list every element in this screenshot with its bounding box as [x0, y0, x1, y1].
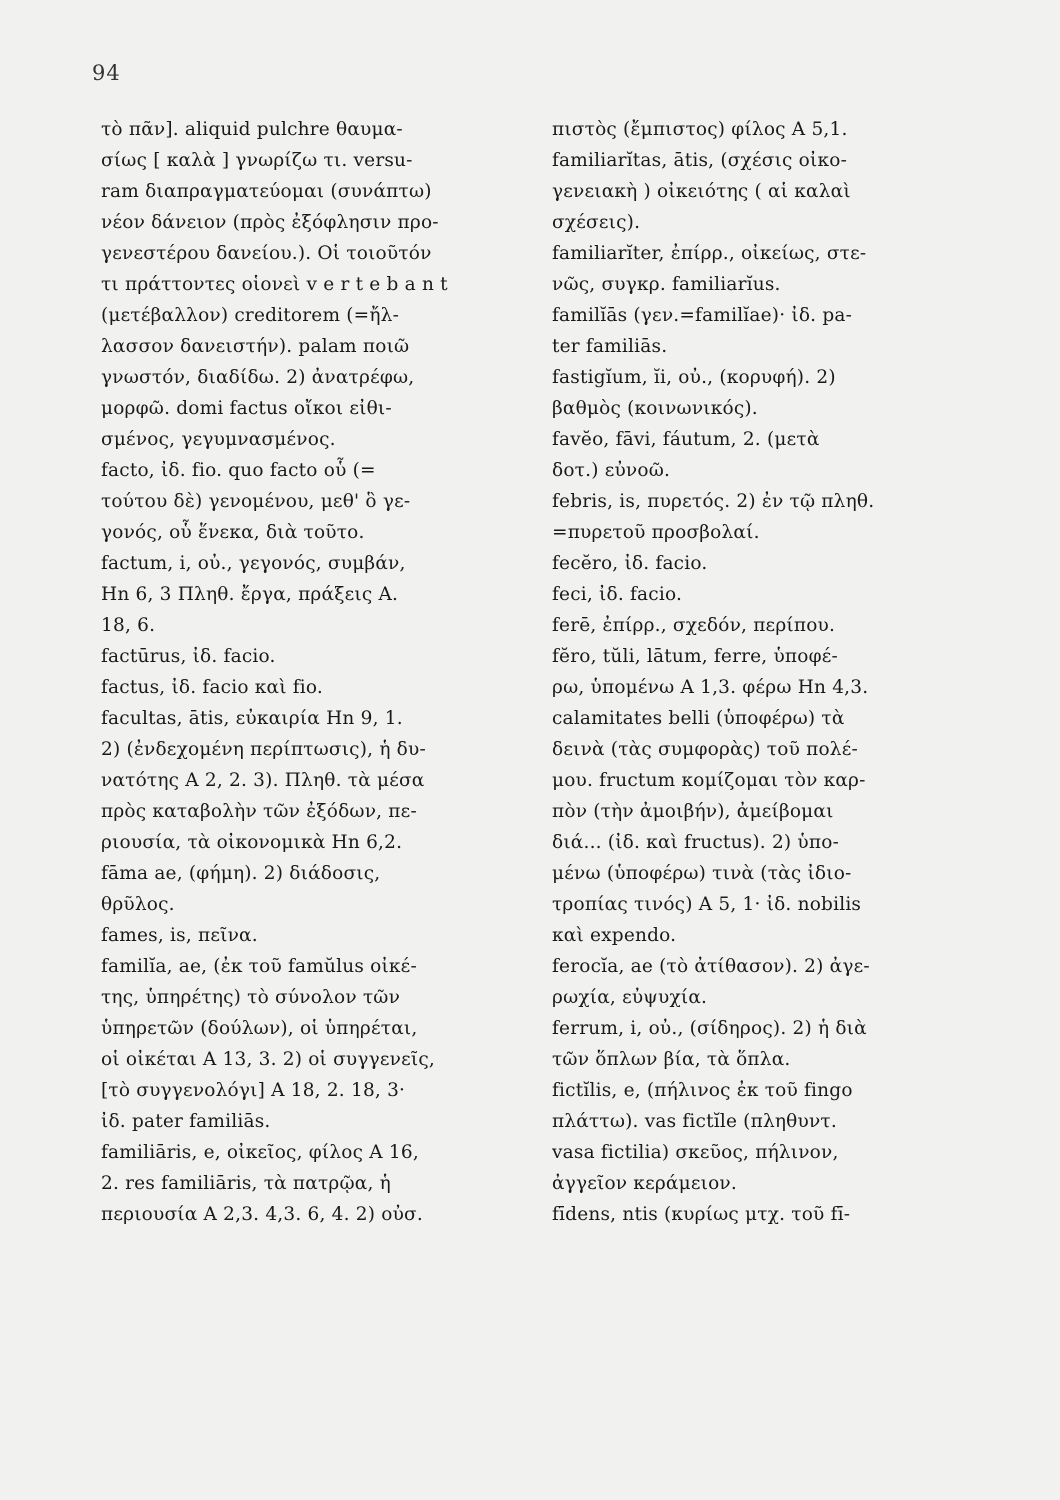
entry-line: τι πράττοντες οἱονεὶ v e r t e b a n t: [101, 274, 448, 295]
entry-line: ferocĭa, ae (τὸ ἀτίθασον). 2) ἀγε-: [552, 956, 870, 977]
entry-line: familiāris, e, οἰκεῖος, φίλος Α 16,: [101, 1142, 419, 1163]
entry-line: factus, ἰδ. facio καὶ fio.: [101, 677, 324, 698]
entry-line: μένω (ὑποφέρω) τινὰ (τὰς ἰδιο-: [552, 863, 852, 884]
entry-line: facultas, ātis, εὐκαιρία Ηn 9, 1.: [101, 708, 403, 729]
entry-line: τῶν ὅπλων βία, τὰ ὅπλα.: [552, 1049, 791, 1070]
entry-line: (μετέβαλλον) creditorem (=ἤλ-: [101, 305, 400, 326]
entry-line: fictĭlis, e, (πήλινος ἐκ τοῦ fingo: [552, 1080, 853, 1101]
right-column: [552, 114, 972, 1230]
entry-line: calamitates belli (ὑποφέρω) τὰ: [552, 708, 845, 729]
entry-line: ρωχία, εὐψυχία.: [552, 987, 708, 1008]
entry-line: fecĕro, ἰδ. facio.: [552, 553, 708, 574]
entry-line: 2) (ἐνδεχομένη περίπτωσις), ἡ δυ-: [101, 739, 426, 760]
entry-line: περιουσία Α 2,3. 4,3. 6, 4. 2) οὐσ.: [101, 1204, 423, 1225]
entry-line: θρῦλος.: [101, 894, 175, 915]
entry-line: familĭa, ae, (ἐκ τοῦ famŭlus οἰκέ-: [101, 956, 417, 977]
entry-line: familĭās (γεν.=familĭae)· ἰδ. pa-: [552, 305, 853, 326]
entry-line: Ηn 6, 3 Πληθ. ἔργα, πράξεις Α.: [101, 584, 399, 605]
entry-line: πιστὸς (ἔμπιστος) φίλος Α 5,1.: [552, 119, 848, 140]
entry-line: νέον δάνειον (πρὸς ἐξόφλησιν προ-: [101, 212, 439, 233]
entry-line: σίως [ καλὰ ] γνωρίζω τι. versu-: [101, 150, 413, 171]
entry-line: [τὸ συγγενολόγι] Α 18, 2. 18, 3·: [101, 1080, 406, 1101]
entry-line: ὑπηρετῶν (δούλων), οἱ ὑπηρέται,: [101, 1018, 418, 1039]
entry-line: fīdens, ntis (κυρίως μτχ. τοῦ fī-: [552, 1204, 851, 1225]
entry-line: καὶ expendo.: [552, 925, 677, 946]
entry-line: νατότης Α 2, 2. 3). Πληθ. τὰ μέσα: [101, 770, 425, 791]
entry-line: feci, ἰδ. facio.: [552, 584, 683, 605]
entry-line: σμένος, γεγυμνασμένος.: [101, 429, 336, 450]
entry-line: διά... (ἰδ. καὶ fructus). 2) ὑπο-: [552, 832, 840, 853]
entry-line: οἱ οἰκέται Α 13, 3. 2) οἱ συγγενεῖς,: [101, 1049, 435, 1070]
entry-line: fastigĭum, ĭi, οὐ., (κορυφή). 2): [552, 367, 836, 388]
entry-line: πλάττω). vas fictĭle (πληθυντ.: [552, 1111, 837, 1132]
entry-line: τροπίας τινός) Α 5, 1· ἰδ. nobilis: [552, 894, 862, 915]
entry-line: favĕo, fāvi, fáutum, 2. (μετὰ: [552, 429, 820, 450]
entry-line: facto, ἰδ. fio. quo facto οὗ (=: [101, 460, 376, 481]
entry-line: familiarĭtas, ātis, (σχέσις οἰκο-: [552, 150, 848, 171]
entry-line: ferē, ἐπίρρ., σχεδόν, περίπου.: [552, 615, 836, 636]
entry-line: βαθμὸς (κοινωνικός).: [552, 398, 758, 419]
page-number: 94: [92, 61, 121, 85]
entry-line: ρω, ὑπομένω Α 1,3. φέρω Ηn 4,3.: [552, 677, 869, 698]
entry-line: τὸ πᾶν]. aliquid pulchre θαυμα-: [101, 119, 403, 140]
entry-line: ἰδ. pater familiās.: [101, 1111, 271, 1132]
entry-line: ram διαπραγματεύομαι (συνάπτω): [101, 181, 432, 202]
entry-line: fĕro, tŭli, lātum, ferre, ὑποφέ-: [552, 646, 839, 667]
entry-line: γνωστόν, διαδίδω. 2) ἀνατρέφω,: [101, 367, 415, 388]
entry-line: σχέσεις).: [552, 212, 641, 233]
entry-line: πὸν (τὴν ἀμοιβήν), ἀμείβομαι: [552, 801, 834, 822]
entry-line: της, ὑπηρέτης) τὸ σύνολον τῶν: [101, 987, 401, 1008]
entry-line: δεινὰ (τὰς συμφορὰς) τοῦ πολέ-: [552, 739, 858, 760]
entry-line: factum, i, οὐ., γεγονός, συμβάν,: [101, 553, 406, 574]
entry-line: μου. fructum κομίζομαι τὸν καρ-: [552, 770, 866, 791]
entry-line: ριουσία, τὰ οἰκονομικὰ Ηn 6,2.: [101, 832, 403, 853]
entry-line: factūrus, ἰδ. facio.: [101, 646, 276, 667]
entry-line: ἀγγεῖον κεράμειον.: [552, 1173, 737, 1194]
entry-line: γενεστέρου δανείου.). Οἱ τοιοῦτόν: [101, 243, 432, 264]
entry-line: fāma ae, (φήμη). 2) διάδοσις,: [101, 863, 381, 884]
left-column: [101, 114, 526, 1230]
entry-line: τούτου δὲ) γενομένου, μεθ' ὃ γε-: [101, 491, 411, 512]
entry-line: γονός, οὗ ἕνεκα, διὰ τοῦτο.: [101, 522, 365, 543]
entry-line: 2. res familiāris, τὰ πατρῷα, ἡ: [101, 1173, 391, 1194]
entry-line: δοτ.) εὐνοῶ.: [552, 460, 671, 481]
entry-line: ter familiās.: [552, 336, 668, 357]
entry-line: vasa fictilia) σκεῦος, πήλινον,: [552, 1142, 839, 1163]
entry-line: febris, is, πυρετός. 2) ἐν τῷ πληθ.: [552, 491, 875, 512]
entry-line: =πυρετοῦ προσβολαί.: [552, 522, 760, 543]
entry-line: μορφῶ. domi factus οἴκοι εἰθι-: [101, 398, 392, 419]
entry-line: ferrum, i, οὐ., (σίδηρος). 2) ἡ διὰ: [552, 1018, 867, 1039]
entry-line: familiarĭter, ἐπίρρ., οἰκείως, στε-: [552, 243, 867, 264]
entry-line: 18, 6.: [101, 615, 156, 636]
entry-line: λασσον δανειστήν). palam ποιῶ: [101, 336, 410, 357]
entry-line: πρὸς καταβολὴν τῶν ἐξόδων, πε-: [101, 801, 417, 822]
entry-line: γενειακὴ ) οἰκειότης ( αἱ καλαὶ: [552, 181, 851, 202]
entry-line: νῶς, συγκρ. familiarĭus.: [552, 274, 781, 295]
entry-line: fames, is, πεῖνα.: [101, 925, 258, 946]
